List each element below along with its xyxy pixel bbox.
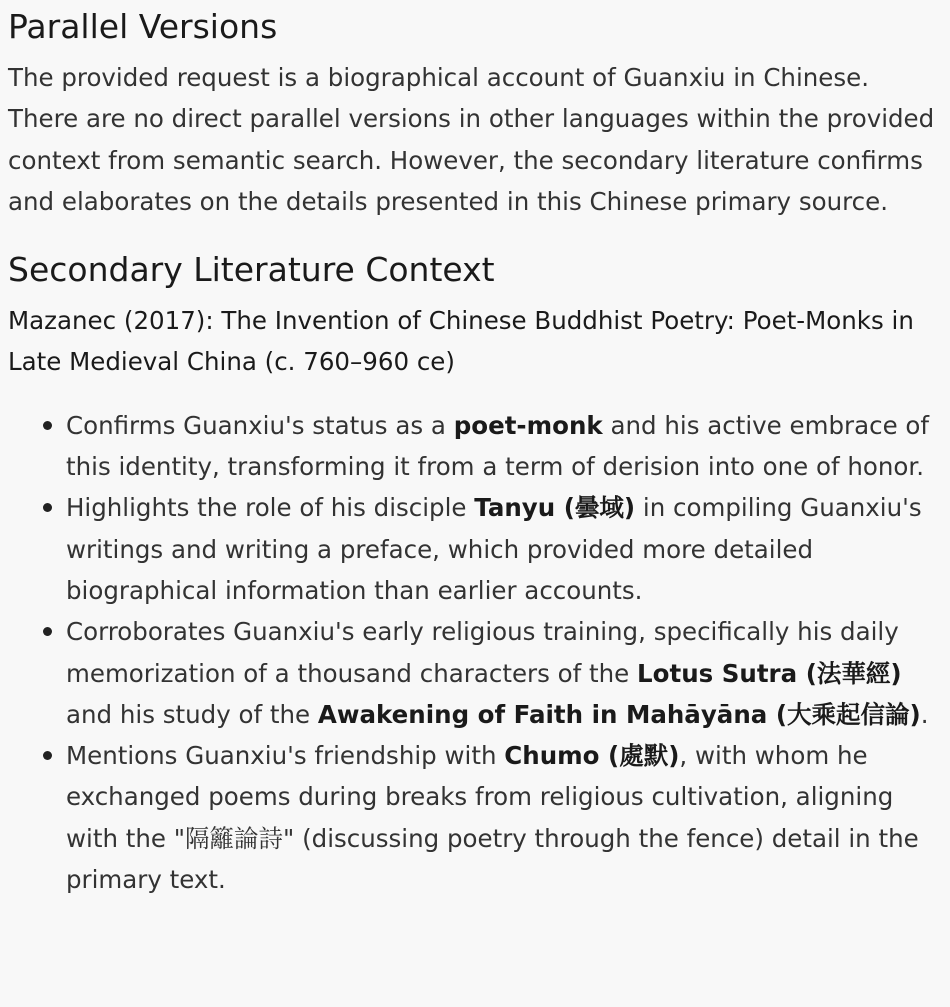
item-text: Highlights the role of his disciple — [66, 493, 475, 523]
bullet-icon — [43, 751, 52, 760]
parallel-versions-heading: Parallel Versions — [8, 7, 278, 46]
list-item — [66, 405, 944, 488]
item-text: . — [920, 699, 929, 729]
item-text: , with whom he exchanged poems during breaks from religious cultivation, aligning with the "隔籬論詩" (discussing poetry through the fence) detail in the primary text. — [66, 741, 919, 895]
bullet-icon — [43, 421, 52, 430]
list-item — [66, 611, 944, 735]
findings-list — [8, 405, 944, 901]
document-page — [0, 7, 944, 900]
source-citation: Mazanec (2017): The Invention of Chinese Buddhist Poetry: Poet-Monks in Late Medieval China (c. 760–960 ce) — [8, 306, 914, 377]
item-bold-term: poet-monk — [453, 410, 603, 440]
item-bold-term: Chumo (處默) — [504, 741, 680, 771]
item-bold-term: Tanyu (曇域) — [474, 493, 636, 523]
list-item — [66, 487, 944, 611]
item-bold-term: Lotus Sutra (法華經) — [637, 658, 902, 688]
item-text: Confirms Guanxiu's status as a — [66, 410, 454, 440]
parallel-versions-paragraph: The provided request is a biographical account of Guanxiu in Chinese. There are no direct parallel versions in other languages within the provided context from semantic search. However, the secondary literature confirms and elaborates on the details presented in this Chinese primary source. — [8, 63, 935, 216]
list-item — [66, 735, 944, 900]
item-text: Corroborates Guanxiu's early religious training, specifically his daily memorization of a thousand characters of the — [66, 617, 899, 688]
item-bold-term: Awakening of Faith in Mahāyāna (大乘起信論) — [317, 699, 921, 729]
item-text: and his study of the — [66, 699, 318, 729]
bullet-icon — [43, 627, 52, 636]
bullet-icon — [43, 503, 52, 512]
secondary-literature-heading: Secondary Literature Context — [8, 250, 495, 290]
item-text: in compiling Guanxiu's writings and writing a preface, which provided more detailed biographical information than earlier accounts. — [66, 493, 922, 605]
item-text: and his active embrace of this identity, transforming it from a term of derision into one of honor. — [66, 410, 930, 482]
item-text: Mentions Guanxiu's friendship with — [66, 741, 505, 771]
